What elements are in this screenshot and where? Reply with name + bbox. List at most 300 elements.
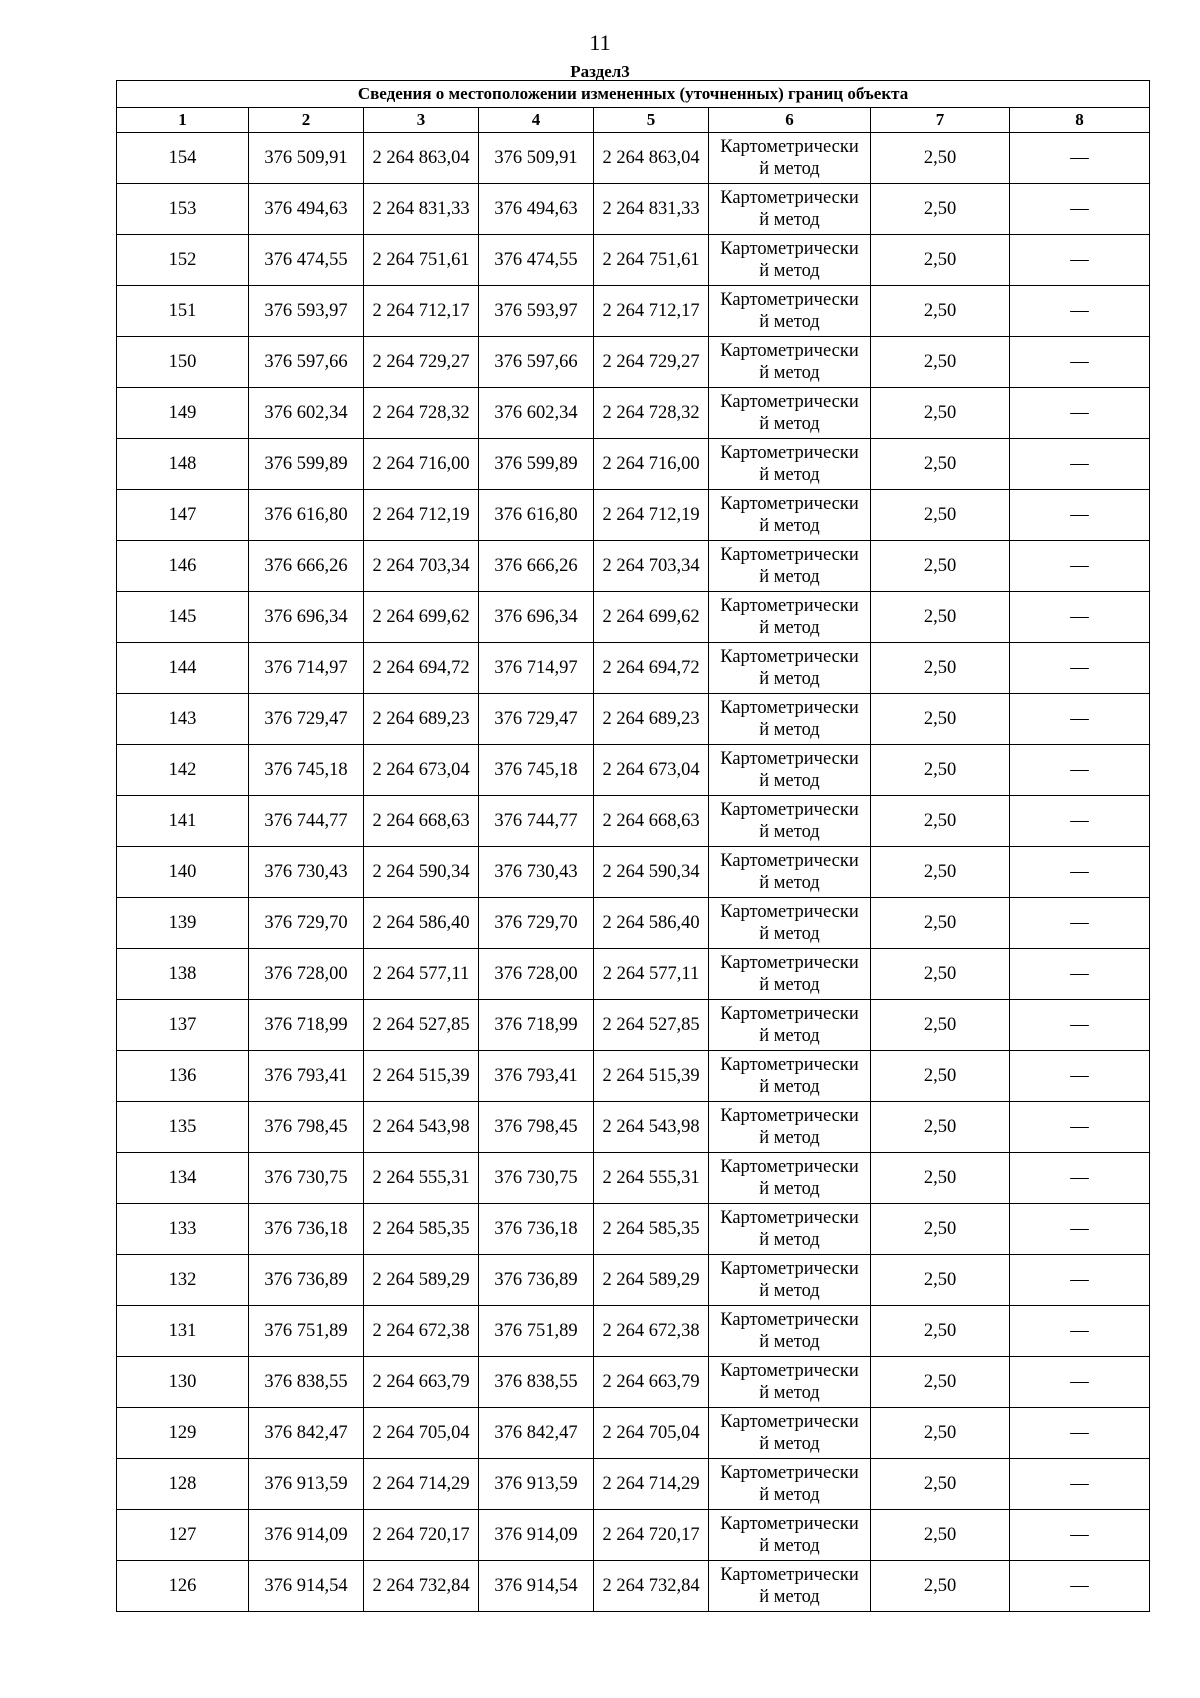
method-cell [709,643,871,694]
y-new-cell: 2 264 586,40 [594,898,709,949]
method-line: й метод [759,822,820,842]
column-header: 7 [871,108,1010,133]
x-new-cell: 376 798,45 [479,1102,594,1153]
y-new-cell: 2 264 720,17 [594,1510,709,1561]
point-number-cell: 146 [117,541,249,592]
precision-cell: 2,50 [871,592,1010,643]
point-number-cell: 142 [117,745,249,796]
x-new-cell: 376 744,77 [479,796,594,847]
y-new-cell: 2 264 732,84 [594,1561,709,1612]
precision-cell: 2,50 [871,1408,1010,1459]
x-old-cell: 376 736,89 [249,1255,364,1306]
y-new-cell: 2 264 714,29 [594,1459,709,1510]
y-new-cell: 2 264 703,34 [594,541,709,592]
method-line: Картометрически [720,1157,859,1177]
y-old-cell: 2 264 589,29 [364,1255,479,1306]
method-line: Картометрически [720,392,859,412]
x-new-cell: 376 728,00 [479,949,594,1000]
note-cell: — [1010,1153,1150,1204]
note-cell: — [1010,694,1150,745]
y-old-cell: 2 264 732,84 [364,1561,479,1612]
x-old-cell: 376 696,34 [249,592,364,643]
method-cell [709,235,871,286]
table-row [117,1357,1150,1408]
method-line: й метод [759,1281,820,1301]
precision-cell: 2,50 [871,133,1010,184]
method-line: й метод [759,414,820,434]
method-cell [709,694,871,745]
method-cell [709,1459,871,1510]
x-new-cell: 376 696,34 [479,592,594,643]
y-old-cell: 2 264 673,04 [364,745,479,796]
note-cell: — [1010,1102,1150,1153]
table-row [117,1153,1150,1204]
method-line: Картометрически [720,596,859,616]
x-old-cell: 376 666,26 [249,541,364,592]
precision-cell: 2,50 [871,694,1010,745]
section-title: Раздел3 [570,62,630,81]
precision-cell: 2,50 [871,235,1010,286]
point-number-cell: 144 [117,643,249,694]
method-line: Картометрически [720,239,859,259]
method-line: й метод [759,1485,820,1505]
y-new-cell: 2 264 705,04 [594,1408,709,1459]
y-old-cell: 2 264 703,34 [364,541,479,592]
method-line: й метод [759,1434,820,1454]
y-new-cell: 2 264 527,85 [594,1000,709,1051]
y-old-cell: 2 264 577,11 [364,949,479,1000]
precision-cell: 2,50 [871,1357,1010,1408]
note-cell: — [1010,439,1150,490]
x-old-cell: 376 729,47 [249,694,364,745]
column-header: 4 [479,108,594,133]
y-old-cell: 2 264 585,35 [364,1204,479,1255]
y-new-cell: 2 264 668,63 [594,796,709,847]
method-line: й метод [759,363,820,383]
table-row [117,388,1150,439]
table-row [117,643,1150,694]
y-old-cell: 2 264 694,72 [364,643,479,694]
method-line: Картометрически [720,851,859,871]
note-cell: — [1010,1561,1150,1612]
y-new-cell: 2 264 712,17 [594,286,709,337]
x-new-cell: 376 718,99 [479,1000,594,1051]
x-old-cell: 376 718,99 [249,1000,364,1051]
method-cell [709,1000,871,1051]
table-row [117,898,1150,949]
y-old-cell: 2 264 863,04 [364,133,479,184]
x-old-cell: 376 597,66 [249,337,364,388]
table-row [117,1408,1150,1459]
method-line: й метод [759,1230,820,1250]
method-line: Картометрически [720,800,859,820]
y-new-cell: 2 264 689,23 [594,694,709,745]
x-old-cell: 376 914,09 [249,1510,364,1561]
x-new-cell: 376 736,89 [479,1255,594,1306]
y-old-cell: 2 264 712,19 [364,490,479,541]
table-row [117,1306,1150,1357]
note-cell: — [1010,898,1150,949]
x-old-cell: 376 729,70 [249,898,364,949]
method-line: й метод [759,312,820,332]
method-line: Картометрически [720,647,859,667]
method-cell [709,541,871,592]
note-cell: — [1010,1510,1150,1561]
point-number-cell: 150 [117,337,249,388]
method-line: Картометрически [720,188,859,208]
precision-cell: 2,50 [871,439,1010,490]
method-line: й метод [759,1332,820,1352]
method-line: Картометрически [720,1463,859,1483]
y-old-cell: 2 264 672,38 [364,1306,479,1357]
y-new-cell: 2 264 729,27 [594,337,709,388]
point-number-cell: 128 [117,1459,249,1510]
y-old-cell: 2 264 714,29 [364,1459,479,1510]
x-old-cell: 376 745,18 [249,745,364,796]
method-line: й метод [759,924,820,944]
x-old-cell: 376 509,91 [249,133,364,184]
method-line: Картометрически [720,1004,859,1024]
precision-cell: 2,50 [871,1306,1010,1357]
x-old-cell: 376 474,55 [249,235,364,286]
method-line: й метод [759,1128,820,1148]
x-old-cell: 376 736,18 [249,1204,364,1255]
method-cell [709,1204,871,1255]
note-cell: — [1010,286,1150,337]
point-number-cell: 147 [117,490,249,541]
method-cell [709,337,871,388]
y-old-cell: 2 264 712,17 [364,286,479,337]
method-line: Картометрически [720,1412,859,1432]
table-row [117,184,1150,235]
x-new-cell: 376 730,43 [479,847,594,898]
precision-cell: 2,50 [871,388,1010,439]
x-new-cell: 376 597,66 [479,337,594,388]
y-new-cell: 2 264 863,04 [594,133,709,184]
method-cell [709,949,871,1000]
precision-cell: 2,50 [871,1051,1010,1102]
y-old-cell: 2 264 720,17 [364,1510,479,1561]
table-row [117,1459,1150,1510]
precision-cell: 2,50 [871,1561,1010,1612]
precision-cell: 2,50 [871,184,1010,235]
precision-cell: 2,50 [871,1102,1010,1153]
method-line: й метод [759,210,820,230]
note-cell: — [1010,490,1150,541]
y-new-cell: 2 264 694,72 [594,643,709,694]
table-row [117,286,1150,337]
y-new-cell: 2 264 672,38 [594,1306,709,1357]
note-cell: — [1010,643,1150,694]
method-line: Картометрически [720,1514,859,1534]
method-line: й метод [759,669,820,689]
x-old-cell: 376 593,97 [249,286,364,337]
note-cell: — [1010,1255,1150,1306]
point-number-cell: 130 [117,1357,249,1408]
point-number-cell: 136 [117,1051,249,1102]
x-new-cell: 376 793,41 [479,1051,594,1102]
precision-cell: 2,50 [871,1255,1010,1306]
y-new-cell: 2 264 751,61 [594,235,709,286]
note-cell: — [1010,235,1150,286]
table-caption-row [117,81,1150,108]
precision-cell: 2,50 [871,1510,1010,1561]
method-cell [709,1561,871,1612]
boundary-coordinates-table [116,80,1150,1612]
method-cell [709,1255,871,1306]
x-new-cell: 376 593,97 [479,286,594,337]
table-body [117,133,1150,1612]
note-cell: — [1010,133,1150,184]
y-new-cell: 2 264 663,79 [594,1357,709,1408]
x-old-cell: 376 838,55 [249,1357,364,1408]
column-header: 1 [117,108,249,133]
note-cell: — [1010,796,1150,847]
point-number-cell: 131 [117,1306,249,1357]
x-new-cell: 376 736,18 [479,1204,594,1255]
table-row [117,1204,1150,1255]
method-line: Картометрически [720,1208,859,1228]
note-cell: — [1010,847,1150,898]
method-line: Картометрически [720,443,859,463]
page-number: 11 [589,30,611,55]
point-number-cell: 138 [117,949,249,1000]
y-new-cell: 2 264 699,62 [594,592,709,643]
x-new-cell: 376 729,70 [479,898,594,949]
point-number-cell: 137 [117,1000,249,1051]
method-cell [709,388,871,439]
method-cell [709,286,871,337]
point-number-cell: 141 [117,796,249,847]
method-cell [709,1510,871,1561]
method-line: Картометрически [720,545,859,565]
note-cell: — [1010,1000,1150,1051]
x-new-cell: 376 474,55 [479,235,594,286]
y-new-cell: 2 264 543,98 [594,1102,709,1153]
x-new-cell: 376 751,89 [479,1306,594,1357]
x-new-cell: 376 842,47 [479,1408,594,1459]
method-line: й метод [759,1179,820,1199]
column-header: 2 [249,108,364,133]
method-line: Картометрически [720,341,859,361]
method-line: Картометрически [720,1259,859,1279]
method-line: й метод [759,1077,820,1097]
y-old-cell: 2 264 728,32 [364,388,479,439]
table-row [117,490,1150,541]
x-new-cell: 376 666,26 [479,541,594,592]
x-new-cell: 376 714,97 [479,643,594,694]
x-old-cell: 376 728,00 [249,949,364,1000]
point-number-cell: 140 [117,847,249,898]
x-new-cell: 376 616,80 [479,490,594,541]
method-cell [709,1357,871,1408]
method-line: Картометрически [720,698,859,718]
method-line: Картометрически [720,290,859,310]
column-header: 5 [594,108,709,133]
note-cell: — [1010,388,1150,439]
x-old-cell: 376 842,47 [249,1408,364,1459]
note-cell: — [1010,541,1150,592]
point-number-cell: 149 [117,388,249,439]
table-row [117,337,1150,388]
x-new-cell: 376 914,09 [479,1510,594,1561]
method-line: й метод [759,1587,820,1607]
point-number-cell: 135 [117,1102,249,1153]
x-old-cell: 376 913,59 [249,1459,364,1510]
y-old-cell: 2 264 689,23 [364,694,479,745]
note-cell: — [1010,1357,1150,1408]
method-line: Картометрически [720,749,859,769]
y-new-cell: 2 264 590,34 [594,847,709,898]
y-old-cell: 2 264 716,00 [364,439,479,490]
method-line: й метод [759,465,820,485]
method-line: й метод [759,771,820,791]
y-new-cell: 2 264 515,39 [594,1051,709,1102]
method-line: й метод [759,1536,820,1556]
x-old-cell: 376 914,54 [249,1561,364,1612]
y-old-cell: 2 264 831,33 [364,184,479,235]
precision-cell: 2,50 [871,949,1010,1000]
method-line: й метод [759,873,820,893]
method-line: Картометрически [720,1055,859,1075]
point-number-cell: 145 [117,592,249,643]
precision-cell: 2,50 [871,1204,1010,1255]
method-cell [709,439,871,490]
method-line: Картометрически [720,137,859,157]
precision-cell: 2,50 [871,337,1010,388]
column-header: 3 [364,108,479,133]
precision-cell: 2,50 [871,643,1010,694]
y-new-cell: 2 264 585,35 [594,1204,709,1255]
method-line: Картометрически [720,494,859,514]
y-old-cell: 2 264 543,98 [364,1102,479,1153]
column-header: 6 [709,108,871,133]
x-new-cell: 376 745,18 [479,745,594,796]
y-old-cell: 2 264 663,79 [364,1357,479,1408]
method-line: й метод [759,975,820,995]
y-old-cell: 2 264 515,39 [364,1051,479,1102]
precision-cell: 2,50 [871,1000,1010,1051]
precision-cell: 2,50 [871,541,1010,592]
y-new-cell: 2 264 555,31 [594,1153,709,1204]
table-row [117,235,1150,286]
x-old-cell: 376 714,97 [249,643,364,694]
method-cell [709,898,871,949]
table-row [117,133,1150,184]
method-cell [709,1051,871,1102]
table-row [117,541,1150,592]
table-row [117,1102,1150,1153]
precision-cell: 2,50 [871,796,1010,847]
x-old-cell: 376 798,45 [249,1102,364,1153]
method-line: й метод [759,1383,820,1403]
table-row [117,1051,1150,1102]
y-new-cell: 2 264 716,00 [594,439,709,490]
table-row [117,1255,1150,1306]
x-new-cell: 376 599,89 [479,439,594,490]
y-old-cell: 2 264 527,85 [364,1000,479,1051]
method-line: й метод [759,261,820,281]
table-row [117,949,1150,1000]
method-line: й метод [759,618,820,638]
x-old-cell: 376 751,89 [249,1306,364,1357]
x-old-cell: 376 793,41 [249,1051,364,1102]
table-row [117,1561,1150,1612]
method-cell [709,745,871,796]
table-row [117,694,1150,745]
x-new-cell: 376 602,34 [479,388,594,439]
precision-cell: 2,50 [871,286,1010,337]
x-new-cell: 376 509,91 [479,133,594,184]
x-old-cell: 376 744,77 [249,796,364,847]
method-line: й метод [759,516,820,536]
precision-cell: 2,50 [871,1153,1010,1204]
y-new-cell: 2 264 589,29 [594,1255,709,1306]
column-header-row [117,108,1150,133]
table-row [117,1510,1150,1561]
method-line: й метод [759,1026,820,1046]
table-row [117,745,1150,796]
method-cell [709,592,871,643]
note-cell: — [1010,184,1150,235]
table-row [117,1000,1150,1051]
method-cell [709,184,871,235]
x-new-cell: 376 494,63 [479,184,594,235]
table-caption: Сведения о местоположении измененных (уточненных) границ объекта [117,81,1150,108]
point-number-cell: 152 [117,235,249,286]
method-cell [709,847,871,898]
point-number-cell: 126 [117,1561,249,1612]
point-number-cell: 132 [117,1255,249,1306]
precision-cell: 2,50 [871,898,1010,949]
method-line: Картометрически [720,1565,859,1585]
note-cell: — [1010,592,1150,643]
x-old-cell: 376 616,80 [249,490,364,541]
method-cell [709,796,871,847]
table-row [117,847,1150,898]
precision-cell: 2,50 [871,490,1010,541]
point-number-cell: 148 [117,439,249,490]
y-new-cell: 2 264 577,11 [594,949,709,1000]
x-old-cell: 376 730,43 [249,847,364,898]
precision-cell: 2,50 [871,847,1010,898]
point-number-cell: 153 [117,184,249,235]
method-line: Картометрически [720,1310,859,1330]
note-cell: — [1010,1408,1150,1459]
x-new-cell: 376 838,55 [479,1357,594,1408]
point-number-cell: 154 [117,133,249,184]
point-number-cell: 143 [117,694,249,745]
method-cell [709,133,871,184]
y-old-cell: 2 264 699,62 [364,592,479,643]
note-cell: — [1010,1051,1150,1102]
point-number-cell: 129 [117,1408,249,1459]
point-number-cell: 133 [117,1204,249,1255]
y-old-cell: 2 264 705,04 [364,1408,479,1459]
table-row [117,592,1150,643]
x-new-cell: 376 914,54 [479,1561,594,1612]
y-old-cell: 2 264 586,40 [364,898,479,949]
method-line: й метод [759,567,820,587]
note-cell: — [1010,1204,1150,1255]
y-old-cell: 2 264 555,31 [364,1153,479,1204]
method-line: Картометрически [720,1106,859,1126]
y-new-cell: 2 264 728,32 [594,388,709,439]
y-new-cell: 2 264 831,33 [594,184,709,235]
method-line: й метод [759,159,820,179]
note-cell: — [1010,337,1150,388]
method-cell [709,1408,871,1459]
